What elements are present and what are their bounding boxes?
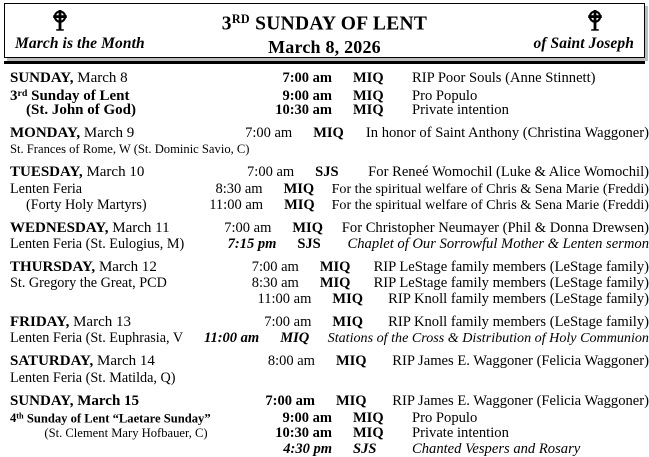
month-dedication-left: March is the Month <box>15 35 145 52</box>
mass-location-cell: MIQ <box>292 219 323 236</box>
mass-intention-cell: RIP LeStage family members (LeStage family) <box>373 275 649 292</box>
schedule-row <box>0 181 649 197</box>
page-date: March 8, 2026 <box>268 37 381 58</box>
schedule-row <box>0 330 649 346</box>
day-feast-cell <box>0 181 205 197</box>
day-name-text: TUESDAY, <box>10 164 83 181</box>
day-feast-cell <box>0 102 258 118</box>
day-name-text: SUNDAY, <box>10 70 74 86</box>
mass-location-cell: MIQ <box>353 410 384 427</box>
page-title <box>5 7 644 36</box>
day-feast-cell <box>0 259 232 275</box>
day-feast-cell <box>0 164 229 180</box>
mass-location-cell: MIQ <box>353 70 384 86</box>
schedule-row <box>0 409 649 425</box>
schedule-row <box>0 370 649 386</box>
mass-location-cell: SJS <box>353 440 377 457</box>
schedule-row <box>0 425 649 441</box>
schedule-row <box>0 86 649 105</box>
mass-location-cell: SJS <box>297 235 321 252</box>
day-date-text: March 10 <box>82 164 145 181</box>
day-date-text: March 13 <box>69 314 131 331</box>
day-feast-cell <box>0 197 206 213</box>
mass-location-cell: MIQ <box>280 330 310 347</box>
mass-intention-cell: Pro Populo <box>412 88 478 105</box>
schedule-row <box>0 441 649 457</box>
page-title-rest: SUNDAY OF LENT <box>249 13 428 35</box>
mass-time-cell: 11:00 am <box>209 196 264 213</box>
day-name-text: SATURDAY, <box>10 353 94 370</box>
mass-time-cell: 7:00 am <box>247 164 295 181</box>
day-feast-cell <box>0 70 258 86</box>
day-date-text: March 14 <box>93 353 155 370</box>
day-date-text: March 12 <box>95 258 157 275</box>
mass-location-cell: MIQ <box>313 125 344 142</box>
mass-location-cell: SJS <box>315 164 339 181</box>
schedule-row <box>0 197 649 213</box>
schedule-day-group <box>0 70 649 118</box>
schedule-row <box>0 353 649 369</box>
day-feast-cell <box>0 236 215 252</box>
schedule-row <box>0 291 649 307</box>
day-feast-cell <box>0 314 242 330</box>
mass-time-cell: 10:30 am <box>275 102 332 119</box>
day-feast-cell <box>0 353 245 369</box>
day-feast-cell <box>0 393 245 409</box>
day-date-text: March 8 <box>73 70 128 86</box>
mass-location-cell: MIQ <box>284 196 315 213</box>
mass-time-cell: 7:00 am <box>264 314 312 331</box>
mass-location-cell: MIQ <box>319 258 351 275</box>
mass-intention-cell: For Christopher Neumayer (Phil & Donna Drewsen) <box>341 219 649 236</box>
mass-intention-cell: Private intention <box>412 424 509 441</box>
schedule-row <box>0 314 649 330</box>
mass-time-cell: 7:00 am <box>251 258 299 275</box>
mass-time-cell: 11:00 am <box>257 291 312 308</box>
schedule-day-group <box>0 125 649 157</box>
schedule-day-group <box>0 259 649 307</box>
day-feast-cell <box>0 370 258 386</box>
day-feast-text: Lenten Feria <box>10 180 83 197</box>
schedule-row <box>0 102 649 118</box>
day-ordinal-number: 4th <box>10 411 24 426</box>
mass-time-cell: 8:00 am <box>267 353 315 370</box>
day-name-text: FRIDAY, <box>10 314 70 331</box>
day-feast-text: SUNDAY, March 15 <box>10 392 140 409</box>
day-name-text: THURSDAY, <box>10 258 96 275</box>
schedule-day-group <box>0 314 649 346</box>
schedule-row <box>0 125 649 141</box>
mass-location-cell: MIQ <box>353 88 384 105</box>
mass-intention-cell: RIP Knoll family members (LeStage family) <box>388 314 649 331</box>
schedule-row <box>0 141 649 157</box>
day-feast-cell <box>0 141 258 157</box>
mass-intention-cell: Pro Populo <box>412 410 478 427</box>
schedule-day-group <box>0 220 649 252</box>
mass-time-cell: 8:30 am <box>215 180 263 197</box>
mass-time-cell: 8:30 am <box>251 275 299 292</box>
day-feast-cell <box>0 409 258 427</box>
mass-time-cell: 7:00 am <box>265 392 315 409</box>
schedule-day-group <box>0 353 649 385</box>
mass-location-cell: MIQ <box>283 180 315 197</box>
schedule-row <box>0 236 649 252</box>
mass-time-cell: 9:00 am <box>282 88 332 105</box>
schedule-day-group <box>0 393 649 457</box>
day-feast-cell <box>0 220 211 236</box>
schedule-row <box>0 70 649 86</box>
schedule-day-group <box>0 164 649 212</box>
day-feast-cell <box>0 330 202 346</box>
day-feast-text: Sunday of Lent <box>27 88 130 105</box>
mass-time-cell: 9:00 am <box>282 410 332 427</box>
mass-location-cell: MIQ <box>319 275 351 292</box>
mass-time-cell: 4:30 pm <box>283 440 332 457</box>
mass-location-cell: MIQ <box>353 424 384 441</box>
schedule-row <box>0 393 649 409</box>
mass-intention-cell: For the spiritual welfare of Chris & Sena Marie (Freddi) <box>331 180 649 197</box>
mass-intention-cell: RIP LeStage family members (LeStage family) <box>373 258 649 275</box>
day-name-text: MONDAY, <box>10 125 81 142</box>
mass-time-cell: 11:00 am <box>204 330 260 347</box>
mass-intention-cell: RIP James E. Waggoner (Felicia Waggoner) <box>392 353 649 370</box>
day-feast-cell <box>0 275 232 291</box>
mass-location-cell: MIQ <box>332 314 363 331</box>
mass-schedule <box>0 64 649 457</box>
mass-intention-cell: For the spiritual welfare of Chris & Sena Marie (Freddi) <box>331 196 649 213</box>
day-feast-text: St. Gregory the Great, PCD <box>10 275 167 292</box>
mass-location-cell: MIQ <box>353 102 384 119</box>
mass-intention-cell: RIP Poor Souls (Anne Stinnett) <box>412 70 596 86</box>
mass-time-cell: 7:00 am <box>224 219 272 236</box>
day-feast-cell <box>0 425 258 441</box>
day-ordinal-suffix: th <box>16 411 24 421</box>
mass-time-cell: 7:00 am <box>282 70 332 86</box>
mass-location-cell: MIQ <box>335 392 367 409</box>
schedule-row <box>0 275 649 291</box>
mass-intention-cell: Chanted Vespers and Rosary <box>412 440 581 457</box>
day-feast-text: (St. Clement Mary Hofbauer, C) <box>44 425 208 440</box>
day-feast-cell <box>0 125 227 141</box>
day-feast-text: Lenten Feria (St. Eulogius, M) <box>10 235 185 252</box>
day-date-text: March 9 <box>80 125 135 142</box>
mass-intention-cell: Stations of the Cross & Distribution of Holy Communion <box>327 330 649 347</box>
day-ordinal-number: 3rd <box>10 88 28 105</box>
day-date-text: March 11 <box>108 219 170 236</box>
mass-location-cell: MIQ <box>332 291 363 308</box>
mass-intention-cell: RIP James E. Waggoner (Felicia Waggoner) <box>392 392 649 409</box>
mass-time-cell: 7:15 pm <box>227 235 277 252</box>
day-ordinal-suffix: rd <box>17 88 28 100</box>
mass-location-cell: MIQ <box>335 353 367 370</box>
mass-intention-cell: RIP Knoll family members (LeStage family) <box>388 291 649 308</box>
month-dedication-right: of Saint Joseph <box>533 35 634 52</box>
mass-intention-cell: For Reneé Womochil (Luke & Alice Womochil) <box>368 164 649 181</box>
mass-intention-cell: In honor of Saint Anthony (Christina Waggoner) <box>365 125 649 142</box>
mass-time-cell: 7:00 am <box>245 125 293 142</box>
day-feast-text: Lenten Feria (St. Euphrasia, V <box>10 330 184 347</box>
page-title-number: 3 <box>221 13 232 35</box>
page-title-ordinal: RD <box>231 12 250 26</box>
day-feast-text: Lenten Feria (St. Matilda, Q) <box>10 369 176 386</box>
schedule-row <box>0 259 649 275</box>
masthead-inner <box>5 4 644 57</box>
day-feast-text: (Forty Holy Martyrs) <box>26 196 147 213</box>
day-feast-text: Sunday of Lent “Laetare Sunday” <box>23 411 211 426</box>
day-feast-text: St. Frances of Rome, W (St. Dominic Savio, C) <box>10 142 250 157</box>
mass-intention-cell: Chaplet of Our Sorrowful Mother & Lenten sermon <box>347 235 649 252</box>
schedule-row <box>0 220 649 236</box>
day-name-text: WEDNESDAY, <box>10 219 109 236</box>
schedule-row <box>0 164 649 180</box>
mass-time-cell: 10:30 am <box>275 424 332 441</box>
masthead-banner <box>4 3 645 58</box>
mass-intention-cell: Private intention <box>412 102 509 119</box>
day-feast-text: (St. John of God) <box>26 102 137 119</box>
